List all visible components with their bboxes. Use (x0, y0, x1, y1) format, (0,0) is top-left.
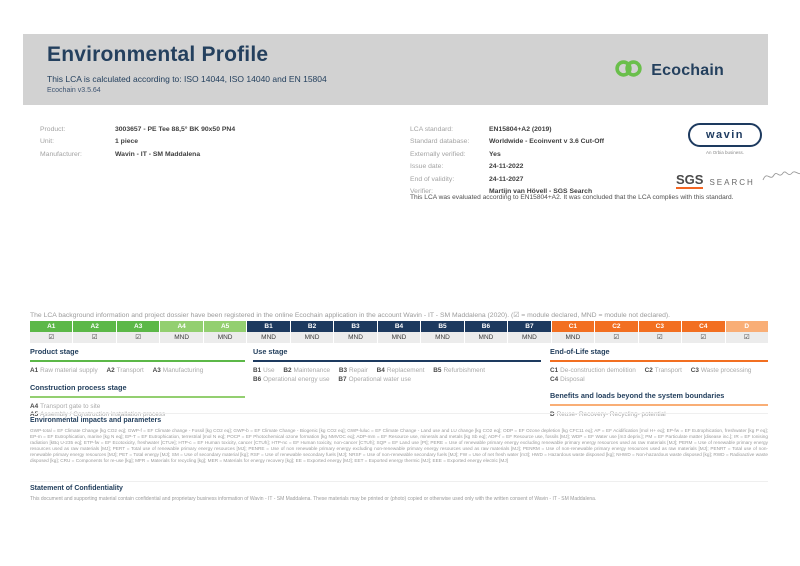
module-col-c2 (595, 321, 637, 343)
module-header-b3: B3 (334, 321, 376, 332)
module-status-b5: MND (421, 332, 463, 343)
manufacturer-label: Manufacturer: (40, 150, 82, 158)
standard-database-row (410, 138, 604, 150)
header-band (23, 34, 768, 105)
module-header-c1: C1 (552, 321, 594, 332)
module-header-b2: B2 (291, 321, 333, 332)
product-info-list (40, 126, 235, 163)
sgs-logo-text: SGS (676, 172, 704, 187)
module-status-c2: ☑ (595, 332, 637, 343)
impacts-definitions: GWP-total = EF Climate Change [kg CO2 eq]; GWP-f = EF Climate change - Fossil [kg CO2 eq]; GWP-b = EF Climate Change - Biogenic [kg CO2 eq]; GWP-luluc = EF Climate Change - Land use and LU change [kg CO2 eq]; ODP = EF Ozone depletion [kg CFC11 eq]; AP = EF Acidification [mol H+ eq]; EP-fw = EF Eutrophication, freshwater [kg P eq]; EP-m = EF Eutrophication, marine [kg N eq]; EP-T = EF Eutrophication, terrestrial [mol N eq]; POCP = EF Photochemical ozone formation [kg NMVOC eq]; ADP-mm = EF Resource use, minerals and metals [kg Sb eq]; ADP-f = EF Resource use, fossils [MJ]; WDP = EF Water use [m3 depriv.]; PM = EF Particulate matter [disease inc.]; IR = EF Ionising radiation [kBq U-235 eq]; ETP-fw = EF Ecotoxicity, freshwater [CTUe]; HTP-c = EF Human toxicity, cancer [CTUh]; HTP-nc = EF Human toxicity, non-cancer [CTUh]; SQP = EF Land use [Pt]; PERE = Use of renewable primary energy excluding renewable primary energy resources used as raw materials [MJ]; PERM = Use of renewable primary energy resources used as raw materials [MJ]; PERT = Total use of renewable primary energy resources [MJ]; PENRE = Use of non renewable primary energy excluding non-renewable primary energy resources used as raw materials [MJ]; PENRM = Use of non-renewable primary energy resources used as raw materials [MJ]; PENRT = Total use of non-renewable primary energy resources [MJ]; PET = Total energy [MJ]; SM = Use of secondary material [kg]; RSF = Use of renewable secondary fuels [MJ]; NRSF = Use of non-renewable secondary fuels [MJ]; FW = Use of net fresh water [m3]; HWD = Hazardous waste disposed [kg]; NHWD = Non-hazardous waste disposed [kg]; RWD = Radioactive waste disposed [kg]; CRU = Components for re-use [kg]; MFR = Materials for recycling [kg]; MER = Materials for energy recovery [kg]; EE = Exported energy [MJ]; EET = Exported energy thermic [MJ]; EEE = Exported energy electric [MJ] (30, 428, 768, 463)
module-header-a5: A5 (204, 321, 246, 332)
issue-date-value: 24-11-2022 (489, 163, 524, 171)
module-header-c3: C3 (639, 321, 681, 332)
module-header-c4: C4 (682, 321, 724, 332)
module-header-c2: C2 (595, 321, 637, 332)
module-status-a3: ☑ (117, 332, 159, 343)
module-col-a1 (30, 321, 72, 343)
module-header-a1: A1 (30, 321, 72, 332)
stage-item-c4: C4 Disposal (550, 375, 585, 383)
confidentiality-heading: Statement of Confidentiality (30, 485, 123, 492)
lca-standard-label: LCA standard: (410, 126, 454, 133)
externally-verified-row (410, 151, 604, 163)
module-header-b7: B7 (508, 321, 550, 332)
stage-item-b5: B5 Refurbishment (433, 367, 485, 374)
stage-item-c1: C1 De-construction demolition (550, 367, 636, 374)
sgs-search-logo (676, 168, 800, 189)
end-of-validity-label: End of validity: (410, 175, 455, 183)
module-status-c4: ☑ (682, 332, 724, 343)
stage-item-a3: A3 Manufacturing (152, 367, 204, 374)
stage-item-a4: A4 Transport gate to site (30, 402, 101, 410)
module-header-b5: B5 (421, 321, 463, 332)
use-stage-heading: Use stage (253, 347, 541, 362)
end-of-validity-row (410, 176, 604, 188)
stage-item-b3: B3 Repair (338, 367, 368, 374)
module-status-b3: MND (334, 332, 376, 343)
wavin-logo (686, 123, 764, 155)
module-header-a3: A3 (117, 321, 159, 332)
externally-verified-label: Externally verified: (410, 150, 466, 158)
ecochain-logo (613, 58, 724, 84)
module-col-b2 (291, 321, 333, 343)
stage-item-b6: B6 Operational energy use (253, 375, 330, 383)
lca-standard-row (410, 126, 604, 138)
module-col-a3 (117, 321, 159, 343)
stage-column-product (30, 347, 245, 420)
product-label: Product: (40, 126, 66, 133)
module-header-a2: A2 (73, 321, 115, 332)
impacts-heading: Environmental impacts and parameters (30, 417, 162, 424)
product-row (40, 126, 235, 138)
module-header-d: D (726, 321, 768, 332)
module-col-b7 (508, 321, 550, 343)
sgs-search-text: SEARCH (709, 178, 755, 187)
ecochain-infinity-icon (613, 58, 644, 84)
standard-database-value: Worldwide - Ecoinvent v 3.6 Cut-Off (489, 138, 605, 146)
externally-verified-value: Yes (489, 150, 501, 158)
module-header-b6: B6 (465, 321, 507, 332)
confidentiality-section (30, 481, 768, 502)
stage-item-a1: A1 Raw material supply (30, 367, 98, 374)
stage-item-b2: B2 Maintenance (283, 367, 331, 374)
module-header-b4: B4 (378, 321, 420, 332)
module-status-a5: MND (204, 332, 246, 343)
stage-item-d: D Reuse- Recovery- Recycling- potential (550, 411, 666, 419)
module-status-a2: ☑ (73, 332, 115, 343)
impacts-section (30, 413, 768, 463)
standard-database-label: Standard database: (410, 138, 470, 146)
product-value: 3003657 - PE Tee 88,5° BK 90x50 PN4 (115, 126, 236, 133)
manufacturer-value: Wavin - IT - SM Maddalena (115, 150, 201, 158)
verifier-label: Verifier: (410, 187, 434, 195)
header-subtitle: This LCA is calculated according to: ISO 14044, ISO 14040 and EN 15804 (47, 74, 327, 84)
module-declaration-table (30, 321, 768, 343)
module-status-c3: ☑ (639, 332, 681, 343)
module-col-c1 (552, 321, 594, 343)
module-header-b1: B1 (247, 321, 289, 332)
lca-standard-value: EN15804+A2 (2019) (489, 126, 552, 133)
module-status-d: ☑ (726, 332, 768, 343)
stage-column-use (253, 347, 541, 384)
product-stage-items (30, 367, 245, 376)
module-status-b1: MND (247, 332, 289, 343)
wavin-logo-text: wavin (688, 123, 762, 147)
end-of-validity-value: 24-11-2027 (489, 175, 524, 183)
module-status-b7: MND (508, 332, 550, 343)
module-col-c3 (639, 321, 681, 343)
verifier-signature-icon (761, 168, 800, 189)
stage-column-eol (550, 347, 768, 420)
use-stage-items (253, 367, 541, 384)
unit-value: 1 piece (115, 138, 139, 146)
module-col-a4 (160, 321, 202, 343)
stage-item-c3: C3 Waste processing (690, 367, 752, 374)
module-col-d (726, 321, 768, 343)
eol-stage-items (550, 367, 768, 384)
module-status-b2: MND (291, 332, 333, 343)
module-col-b3 (334, 321, 376, 343)
module-status-a4: MND (160, 332, 202, 343)
app-version: Ecochain v3.5.64 (47, 87, 101, 94)
module-col-b4 (378, 321, 420, 343)
evaluation-note: This LCA was evaluated according to EN15804+A2. It was concluded that the LCA complies with this standard. (410, 194, 734, 201)
stage-item-b7: B7 Operational water use (338, 375, 412, 383)
stage-item-b1: B1 Use (253, 367, 275, 374)
lca-info-list (410, 126, 604, 200)
stage-item-a5: A5 Assembly / Construction installation process (30, 411, 166, 419)
unit-row (40, 138, 235, 150)
module-status-c1: MND (552, 332, 594, 343)
confidentiality-text: This document and supporting material contain confidential and proprietary business information of Wavin - IT - SM Maddalena. These materials may be printed or (photo) copied or otherwise used only with the written consent of Wavin - IT - SM Maddalena. (30, 496, 597, 502)
manufacturer-row (40, 151, 235, 163)
registration-note: The LCA background information and project dossier have been registered in the online Ecochain application in the account Wavin - IT - SM Maddalena (2020). (☑ = module declared, MND = module not declared). (30, 312, 671, 319)
module-status-a1: ☑ (30, 332, 72, 343)
issue-date-label: Issue date: (410, 163, 444, 171)
unit-label: Unit: (40, 138, 54, 146)
product-stage-heading: Product stage (30, 347, 245, 362)
benefits-stage-heading: Benefits and loads beyond the system boundaries (550, 391, 768, 406)
ecochain-logo-text: Ecochain (651, 62, 724, 79)
module-col-a2 (73, 321, 115, 343)
module-status-b6: MND (465, 332, 507, 343)
eol-stage-heading: End-of-Life stage (550, 347, 768, 362)
page-title: Environmental Profile (47, 43, 269, 66)
construction-stage-heading: Construction process stage (30, 383, 245, 398)
stage-item-a2: A2 Transport (106, 367, 144, 374)
module-col-b1 (247, 321, 289, 343)
module-col-a5 (204, 321, 246, 343)
stage-item-c2: C2 Transport (644, 367, 682, 374)
module-header-a4: A4 (160, 321, 202, 332)
module-col-c4 (682, 321, 724, 343)
wavin-tagline: An Orbia business. (705, 150, 745, 155)
issue-date-row (410, 163, 604, 175)
verifier-value: Martijn van Hövell - SGS Search (489, 187, 593, 195)
module-status-b4: MND (378, 332, 420, 343)
module-col-b6 (465, 321, 507, 343)
module-col-b5 (421, 321, 463, 343)
stage-item-b4: B4 Replacement (376, 367, 425, 374)
